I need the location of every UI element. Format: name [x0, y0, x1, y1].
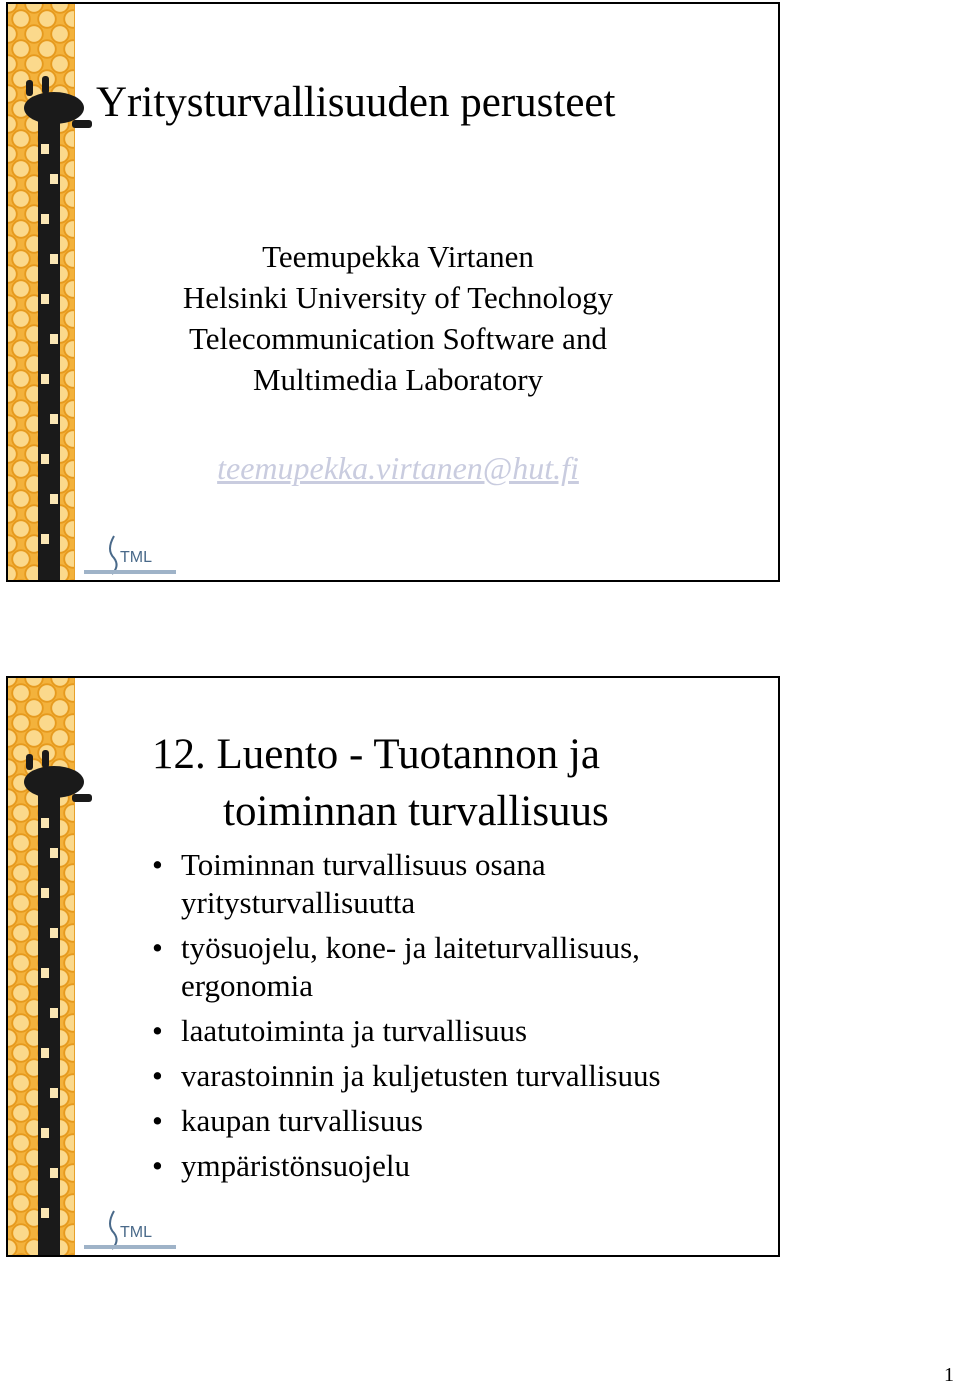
author-name: Teemupekka Virtanen	[262, 239, 534, 274]
bullet-icon: •	[152, 930, 163, 965]
giraffe-icon	[14, 748, 94, 1257]
bullet-icon: •	[152, 1103, 163, 1138]
bullet-icon: •	[152, 1148, 163, 1183]
author-lab-line2: Multimedia Laboratory	[252, 362, 544, 397]
email-link[interactable]: teemupekka.virtanen@hut.fi	[217, 450, 579, 486]
list-item: • kaupan turvallisuus	[152, 1103, 423, 1138]
author-university: Helsinki University of Technology	[182, 280, 614, 315]
svg-text:TML: TML	[120, 549, 152, 566]
list-item: • Toiminnan turvallisuus osana yritysturvallisuutta	[152, 847, 546, 920]
page-number: 1	[944, 1364, 954, 1386]
bullet-icon: •	[152, 1013, 163, 1048]
bullet-icon: •	[152, 1058, 163, 1093]
slide-2-title-line2: toiminnan turvallisuus	[223, 788, 609, 835]
slide-2-title-line1: 12. Luento - Tuotannon ja	[152, 731, 600, 778]
giraffe-icon	[14, 74, 94, 582]
bullet-icon: •	[152, 847, 163, 882]
list-item: • laatutoiminta ja turvallisuus	[152, 1013, 528, 1048]
list-item: • varastoinnin ja kuljetusten turvallisuus	[152, 1058, 661, 1093]
svg-text:TML: TML	[120, 1224, 152, 1241]
bullet-list	[152, 846, 762, 1192]
list-item: • työsuojelu, kone- ja laiteturvallisuus, ergonomia	[152, 930, 640, 1003]
tml-logo-icon	[80, 530, 180, 578]
list-item: • ympäristönsuojelu	[152, 1148, 411, 1183]
slide-2-title	[152, 726, 609, 840]
slide-1	[6, 2, 780, 582]
author-lab-line1: Telecommunication Software and	[189, 321, 607, 356]
author-block	[98, 236, 698, 400]
slide-2	[6, 676, 780, 1257]
tml-logo-icon	[80, 1205, 180, 1253]
slide-1-title: Yritysturvallisuuden perusteet	[96, 79, 616, 126]
